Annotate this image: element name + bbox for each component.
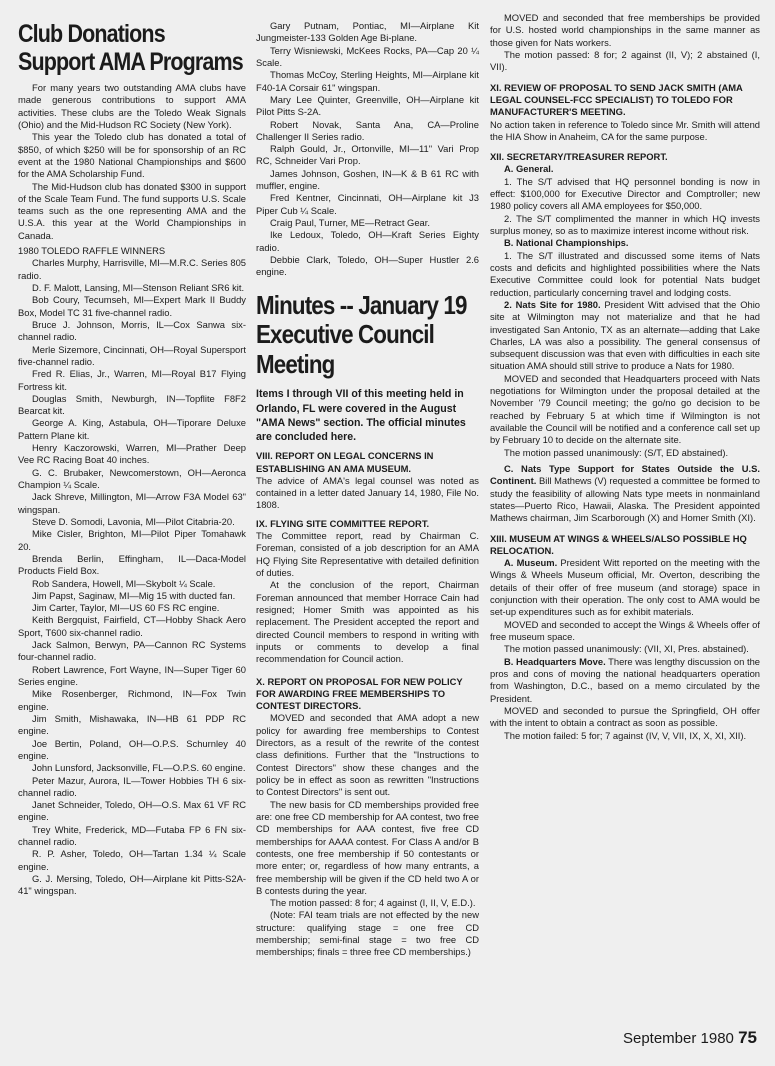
- raffle-winner-entry: Henry Kaczorowski, Warren, MI—Prather Deep Vee RC Racing Boat 40 inches.: [18, 442, 246, 466]
- raffle-winner-entry: Jim Smith, Mishawaka, IN—HB 61 PDP RC engine.: [18, 712, 246, 737]
- article-title-minutes: Minutes -- January 19 Executive Council Meeting: [256, 289, 467, 379]
- raffle-winner-entry: Thomas McCoy, Sterling Heights, MI—Airplane kit F40-1A Corsair 61" wingspan.: [256, 69, 479, 93]
- paragraph: For many years two outstanding AMA clubs have made generous contributions to support AMA activities. These clubs are the Toledo Weak Signals (Ohio) and the Mid-Hudson RC Society (New York).: [18, 82, 246, 130]
- run-in-heading: B. Headquarters Move.: [504, 655, 606, 667]
- raffle-winner-entry: Debbie Clark, Toledo, OH—Super Hustler 2.6 engine.: [256, 253, 479, 278]
- raffle-winner-entry: Jack Salmon, Berwyn, PA—Cannon RC Systems four-channel radio.: [18, 639, 246, 663]
- raffle-winner-entry: George A. King, Astabula, OH—Tiporare Deluxe Pattern Plane kit.: [18, 417, 246, 441]
- paragraph: A. Museum. President Witt reported on the meeting with the Wings & Wheels Museum official, Mr. Overton, describing the details of their offer of free museum (and storage) space in conjunction with their operation. The only cost to AMA would be set-up expenditures such as for exhibit materials.: [490, 557, 760, 618]
- column-2: [256, 20, 479, 959]
- raffle-winner-entry: Jim Papst, Saginaw, MI—Mig 15 with ducted fan.: [32, 589, 236, 601]
- raffle-winner-entry: James Johnson, Goshen, IN—K & B 61 RC with muffler, engine.: [256, 167, 479, 192]
- article-title-club-donations: Club Donations Support AMA Programs: [18, 20, 243, 76]
- raffle-winner-entry: Ralph Gould, Jr., Ortonville, MI—11" Vari Prop RC, Schneider Vari Prop.: [256, 143, 479, 167]
- raffle-winner-entry: John Lunsford, Jacksonville, FL—O.P.S. 60 engine.: [32, 762, 246, 774]
- paragraph: The motion passed: 8 for; 4 against (I, II, V, E.D.).: [270, 897, 476, 909]
- raffle-winner-entry: Charles Murphy, Harrisville, MI—M.R.C. Series 805 radio.: [18, 257, 246, 281]
- raffle-winner-entry: Jack Shreve, Millington, MI—Arrow F3A Model 63" wingspan.: [18, 491, 246, 515]
- paragraph: The motion passed: 8 for; 2 against (II, V); 2 abstained (I, VII).: [490, 48, 760, 73]
- paragraph: (Note: FAI team trials are not effected by the new structure: qualifying stage = one free CD membership; semi-final stage = two free CD memberships; finals = three free CD memberships.): [256, 909, 479, 958]
- paragraph: MOVED and seconded that Headquarters proceed with Nats negotiations for Wilmington under the proposal detailed at the November '79 Council meeting; the go/no go decision to be reached by February 5 at which time if Wilmington is not available the Council will be notified and a conference call set up by February 10 to decide on the alternate site.: [490, 372, 760, 446]
- paragraph: MOVED and seconded that AMA adopt a new policy for awarding free memberships to Contest Directors, as a result of the rewrite of the contest class definitions. Further that the "Instructions to Contest Directors" show these changes and the policy be in effect as soon as rewritten "Instructions to Contest Directors" is sent out.: [256, 712, 479, 798]
- section-heading: IX. FLYING SITE COMMITTEE REPORT.: [256, 517, 430, 529]
- raffle-winner-entry: Craig Paul, Turner, ME—Retract Gear.: [270, 217, 430, 228]
- paragraph: At the conclusion of the report, Chairman Foreman announced that member Horrace Cain had resigned; Homer Smith was appointed as his replacement. The President accepted the report and directed Council members to respond in writing with inputs or comments to develop a final recommendation for Council action.: [256, 579, 479, 665]
- raffle-winner-entry: D. F. Malott, Lansing, MI—Stenson Reliant SR6 kit.: [32, 282, 245, 293]
- paragraph: 2. Nats Site for 1980. President Witt advised that the Ohio site at Wilmington may not materialize and that he had investigated San Antonio, TX as an alternate—adding that Lake Charles, LA was also a possibility. The general consensus of subsequent discussion was that even with difficulties in each site situation AMA should still strive to produce a Nats for 1980.: [490, 298, 761, 372]
- section-heading: XIII. MUSEUM AT WINGS & WHEELS/ALSO POSSIBLE HQ RELOCATION.: [490, 532, 747, 556]
- minutes-intro: Items I through VII of this meeting held in Orlando, FL were covered in the August "AMA News" section. The official minutes are concluded here.: [256, 388, 466, 443]
- sub-heading: A. General.: [504, 163, 554, 175]
- section-heading: XII. SECRETARY/TREASURER REPORT.: [490, 151, 668, 163]
- raffle-winner-entry: Bob Coury, Tecumseh, MI—Expert Mark II Buddy Box, Model TC 31 five-channel radio.: [18, 294, 246, 318]
- raffle-winner-entry: Brenda Berlin, Effingham, IL—Daca-Model Products Field Box.: [18, 552, 246, 577]
- raffle-winner-entry: Robert Novak, Santa Ana, CA—Proline Challenger II Series radio.: [256, 118, 479, 142]
- paragraph: This year the Toledo club has donated a total of $850, of which $250 will be for sponsorship of an RC event at the 1980 National Championships and $600 for the AMA Scholarship Fund.: [18, 131, 246, 180]
- column-3: [490, 12, 760, 742]
- paragraph: The Committee report, read by Chairman C. Foreman, consisted of a job description for an AMA HQ Flying Site Representative with detailed definition of duties.: [256, 530, 479, 578]
- raffle-winner-entry: Joe Bertin, Poland, OH—O.P.S. Schurnley 40 engine.: [18, 737, 246, 761]
- raffle-winner-entry: Jim Carter, Taylor, MI—US 60 FS RC engine.: [32, 602, 220, 614]
- section-heading: X. REPORT ON PROPOSAL FOR NEW POLICY FOR AWARDING FREE MEMBERSHIPS TO CONTEST DIRECTORS.: [256, 675, 463, 712]
- run-in-heading: C. Nats Type Support for States Outside the U.S. Continent.: [490, 462, 760, 487]
- paragraph: 2. The S/T complimented the manner in which HQ invests surplus money, so as to maximize interest income without risk.: [490, 212, 760, 236]
- raffle-winner-entry: Mary Lee Quinter, Greenville, OH—Airplane kit Pilot Pitts S-2A.: [256, 93, 479, 118]
- raffle-winner-entry: Keith Bergquist, Fairfield, CT—Hobby Shack Aero Sport, T600 six-channel radio.: [18, 614, 246, 638]
- raffle-winner-entry: Mike Rosenberger, Richmond, IN—Fox Twin engine.: [18, 688, 246, 712]
- paragraph: The new basis for CD memberships provided free are: one free CD membership for AA contest, two free CD memberships for AAA contest, five free CD memberships for AAAA contest. For Class A and/or B contests, one free membership if 50 contestants or more enter; or, regardless of how many entrants, a free membership will be given if the CD held two A or B contests during the year.: [256, 798, 479, 896]
- raffle-winner-entry: R. P. Asher, Toledo, OH—Tartan 1.34 ¼ Scale engine.: [18, 848, 246, 872]
- raffle-winner-entry: Fred Kentner, Cincinnati, OH—Airplane kit J3 Piper Cub ¼ Scale.: [256, 192, 479, 216]
- paragraph: The motion passed unanimously: (VII, XI, Pres. abstained).: [504, 643, 749, 655]
- paragraph: MOVED and seconded to pursue the Springfield, OH offer with the intent to obtain a contract as soon as possible.: [490, 704, 760, 729]
- raffle-winner-entry: Mike Cisler, Brighton, MI—Pilot Piper Tomahawk 20.: [18, 528, 246, 552]
- sub-heading: B. National Championships.: [504, 237, 629, 249]
- paragraph: 1. The S/T advised that HQ personnel bonding is now in effect: $100,000 for Executive Director and Comptroller; new 1980 policy covers all AMA employees for $50,000.: [490, 175, 760, 212]
- raffle-heading: 1980 TOLEDO RAFFLE WINNERS: [18, 245, 166, 257]
- raffle-winner-list: [18, 257, 246, 897]
- run-in-heading: 2. Nats Site for 1980.: [504, 298, 601, 310]
- issue-date: September 1980: [622, 1030, 734, 1047]
- raffle-winner-entry: Fred R. Elias, Jr., Warren, MI—Royal B17 Flying Fortress kit.: [18, 368, 246, 392]
- page-number: 75: [738, 1028, 757, 1047]
- paragraph: The Mid-Hudson club has donated $300 in support of the Scale Team Fund. The fund supports U.S. Scale teams such as the one representing AMA and the U.S.A. this year at the World Championships in Canada.: [18, 180, 246, 241]
- section-heading: XI. REVIEW OF PROPOSAL TO SEND JACK SMITH (AMA LEGAL COUNSEL-FCC SPECIALIST) TO TOLEDO FOR MANUFACTURER'S MEETING.: [490, 81, 743, 118]
- raffle-winner-entry: Peter Mazur, Aurora, IL—Tower Hobbies TH 6 six-channel radio.: [18, 774, 246, 798]
- raffle-winner-entry: Douglas Smith, Newburgh, IN—Topflite F8F2 Bearcat kit.: [18, 392, 246, 417]
- paragraph: No action taken in reference to Toledo since Mr. Smith will attend the HIA Show in Anaheim, CA for the same purpose.: [490, 118, 760, 142]
- raffle-winner-entry: Steve D. Somodi, Lavonia, MI—Pilot Citabria-20.: [32, 515, 235, 527]
- raffle-winner-entry: Ike Ledoux, Toledo, OH—Kraft Series Eighty radio.: [256, 229, 479, 253]
- raffle-winner-entry: Terry Wisniewski, McKees Rocks, PA—Cap 20 ¼ Scale.: [256, 44, 479, 68]
- raffle-winner-entry: Rob Sandera, Howell, MI—Skybolt ¼ Scale.: [32, 577, 216, 589]
- paragraph: The motion passed unanimously: (S/T, ED abstained).: [504, 446, 729, 458]
- raffle-winner-entry: Robert Lawrence, Fort Wayne, IN—Super Tiger 60 Series engine.: [18, 663, 246, 687]
- paragraph: The advice of AMA's legal counsel was noted as contained in a letter dated January 14, 1980, File No. 1808.: [256, 474, 479, 511]
- section-heading: VIII. REPORT ON LEGAL CONCERNS IN ESTABLISHING AN AMA MUSEUM.: [256, 450, 434, 474]
- paragraph: B. Headquarters Move. There was lengthy discussion on the pros and cons of moving the national headquarters operation from Washington, D.C., based on a memo circulated by the President.: [490, 655, 760, 704]
- raffle-winner-entry: G. C. Brubaker, Newcomerstown, OH—Aeronca Champion ¼ Scale.: [18, 466, 246, 490]
- raffle-winner-entry: Gary Putnam, Pontiac, MI—Airplane Kit Jungmeister-133 Golden Age Bi-plane.: [256, 20, 479, 44]
- raffle-winner-entry: Janet Schneider, Toledo, OH—O.S. Max 61 VF RC engine.: [18, 799, 246, 823]
- paragraph: MOVED and seconded that free memberships be provided for U.S. hosted world championships in the same manner as those given for Nats workers.: [490, 12, 760, 48]
- raffle-winner-entry: G. J. Mersing, Toledo, OH—Airplane kit Pitts-S2A-41" wingspan.: [18, 873, 246, 897]
- raffle-winner-entry: Bruce J. Johnson, Morris, IL—Cox Sanwa six-channel radio.: [18, 318, 246, 343]
- paragraph: The motion failed: 5 for; 7 against (IV, V, VII, IX, X, XI, XII).: [504, 729, 747, 741]
- column-1: [18, 20, 246, 898]
- paragraph: 1. The S/T illustrated and discussed some items of Nats costs and deficits and highlighted possibilities where the Nats Executive Committee could look for potential Nats budget reduction, particularly concerning travel and lodging costs.: [490, 249, 760, 298]
- paragraph: MOVED and seconded to accept the Wings & Wheels offer of free museum space.: [490, 618, 760, 642]
- page-footer: [623, 1028, 757, 1048]
- raffle-winner-list-continued: [256, 20, 479, 279]
- paragraph: C. Nats Type Support for States Outside the U.S. Continent. Bill Mathews (V) requested a committee be formed to study the feasibility of allowing Nats type meets in nonmainland states—Puerto Rico, Hawaii, Alaska. The President appointed Mathews chairman, Jim Scarborough (X) and Homer Smith (XI).: [490, 462, 760, 524]
- run-in-heading: A. Museum.: [504, 557, 558, 569]
- raffle-winner-entry: Trey White, Frederick, MD—Futaba FP 6 FN six-channel radio.: [18, 823, 246, 848]
- raffle-winner-entry: Merle Sizemore, Cincinnati, OH—Royal Supersport five-channel radio.: [18, 343, 246, 367]
